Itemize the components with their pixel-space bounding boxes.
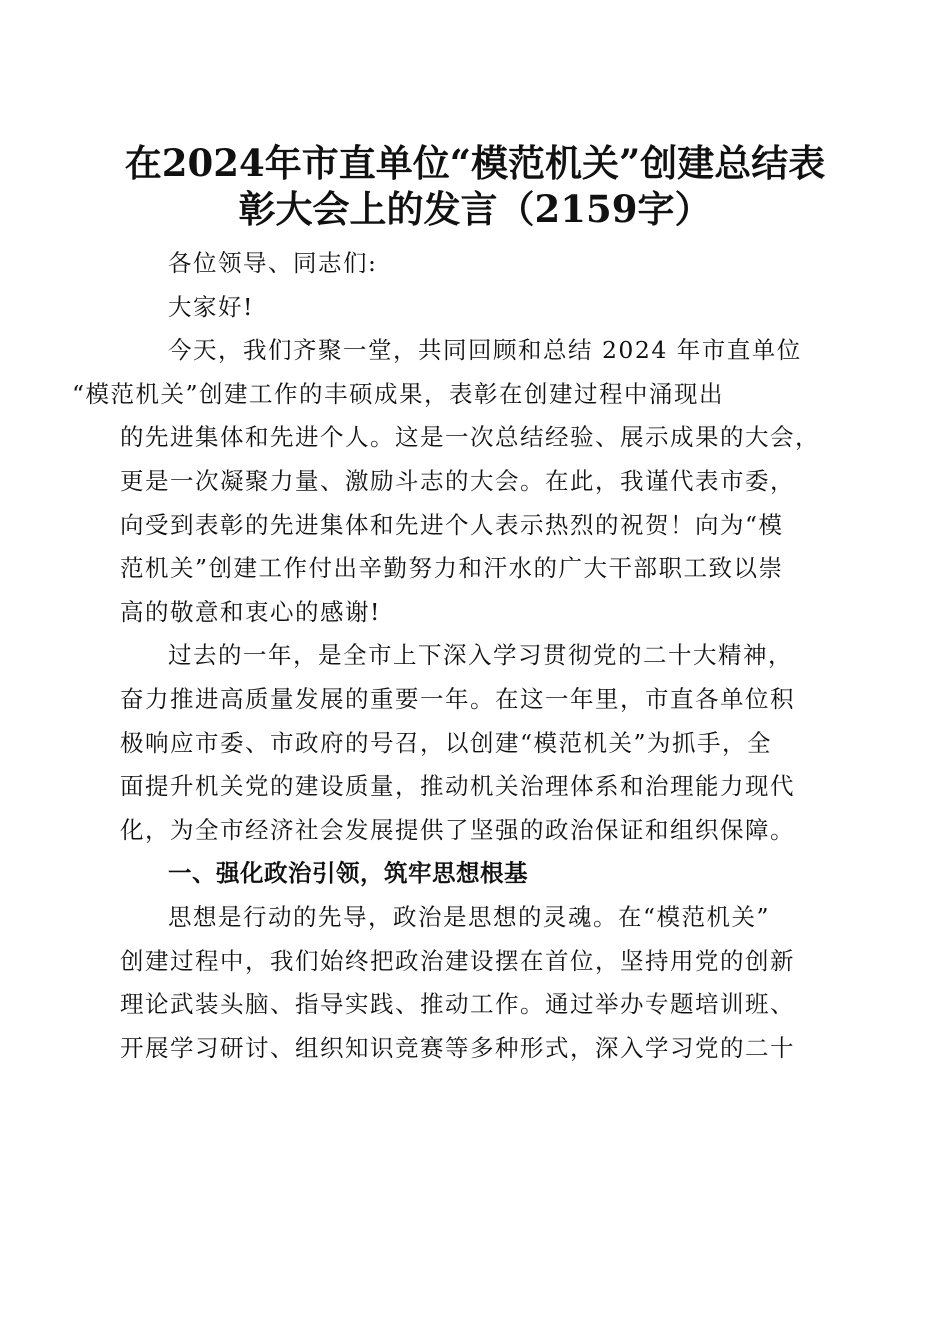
paragraph-line: 极响应市委、市政府的号召，以创建“模范机关”为抓手，全	[120, 728, 773, 757]
paragraph-line: 更是一次凝聚力量、激励斗志的大会。在此，我谨代表市委，	[120, 466, 795, 495]
paragraph-line: 过去的一年，是全市上下深入学习贯彻党的二十大精神，	[168, 641, 793, 670]
paragraph-line: 创建过程中，我们始终把政治建设摆在首位，坚持用党的创新	[120, 946, 795, 975]
salutation: 各位领导、同志们:	[168, 249, 378, 277]
paragraph-line: 的先进集体和先进个人。这是一次总结经验、展示成果的大会，	[120, 423, 820, 452]
paragraph-line: 高的敬意和衷心的感谢!	[120, 597, 381, 626]
title-line-2: 彰大会上的发言（2159字）	[238, 187, 712, 231]
paragraph-line: 向受到表彰的先进集体和先进个人表示热烈的祝贺！向为“模	[120, 510, 784, 539]
greeting: 大家好!	[168, 292, 254, 321]
document-body	[72, 242, 832, 1070]
paragraph-review	[120, 634, 832, 852]
paragraph-line: 开展学习研讨、组织知识竞赛等多种形式，深入学习党的二十	[120, 1033, 795, 1062]
paragraph-line: 化，为全市经济社会发展提供了坚强的政治保证和组织保障。	[120, 815, 795, 844]
paragraph-opening	[72, 329, 832, 634]
paragraph-line: 思想是行动的先导，政治是思想的灵魂。在“模范机关”	[168, 902, 771, 931]
paragraph-section-1	[120, 896, 832, 1070]
paragraph-line: 理论武装头脑、指导实践、推动工作。通过举办专题培训班、	[120, 990, 795, 1019]
paragraph-line: 范机关”创建工作付出辛勤努力和汗水的广大干部职工致以崇	[120, 554, 784, 583]
paragraph-line: 今天，我们齐聚一堂，共同回顾和总结 2024 年市直单位	[168, 336, 802, 365]
paragraph-line: 面提升机关党的建设质量，推动机关治理体系和治理能力现代	[120, 772, 795, 801]
section-heading-1: 一、强化政治引领，筑牢思想根基	[168, 859, 528, 888]
title-line-1: 在2024年市直单位“模范机关”创建总结表	[124, 141, 826, 185]
paragraph-line: “模范机关”创建工作的丰硕成果，表彰在创建过程中涌现出	[72, 379, 725, 408]
document-title	[110, 140, 840, 232]
paragraph-line: 奋力推进高质量发展的重要一年。在这一年里，市直各单位积	[120, 684, 795, 713]
